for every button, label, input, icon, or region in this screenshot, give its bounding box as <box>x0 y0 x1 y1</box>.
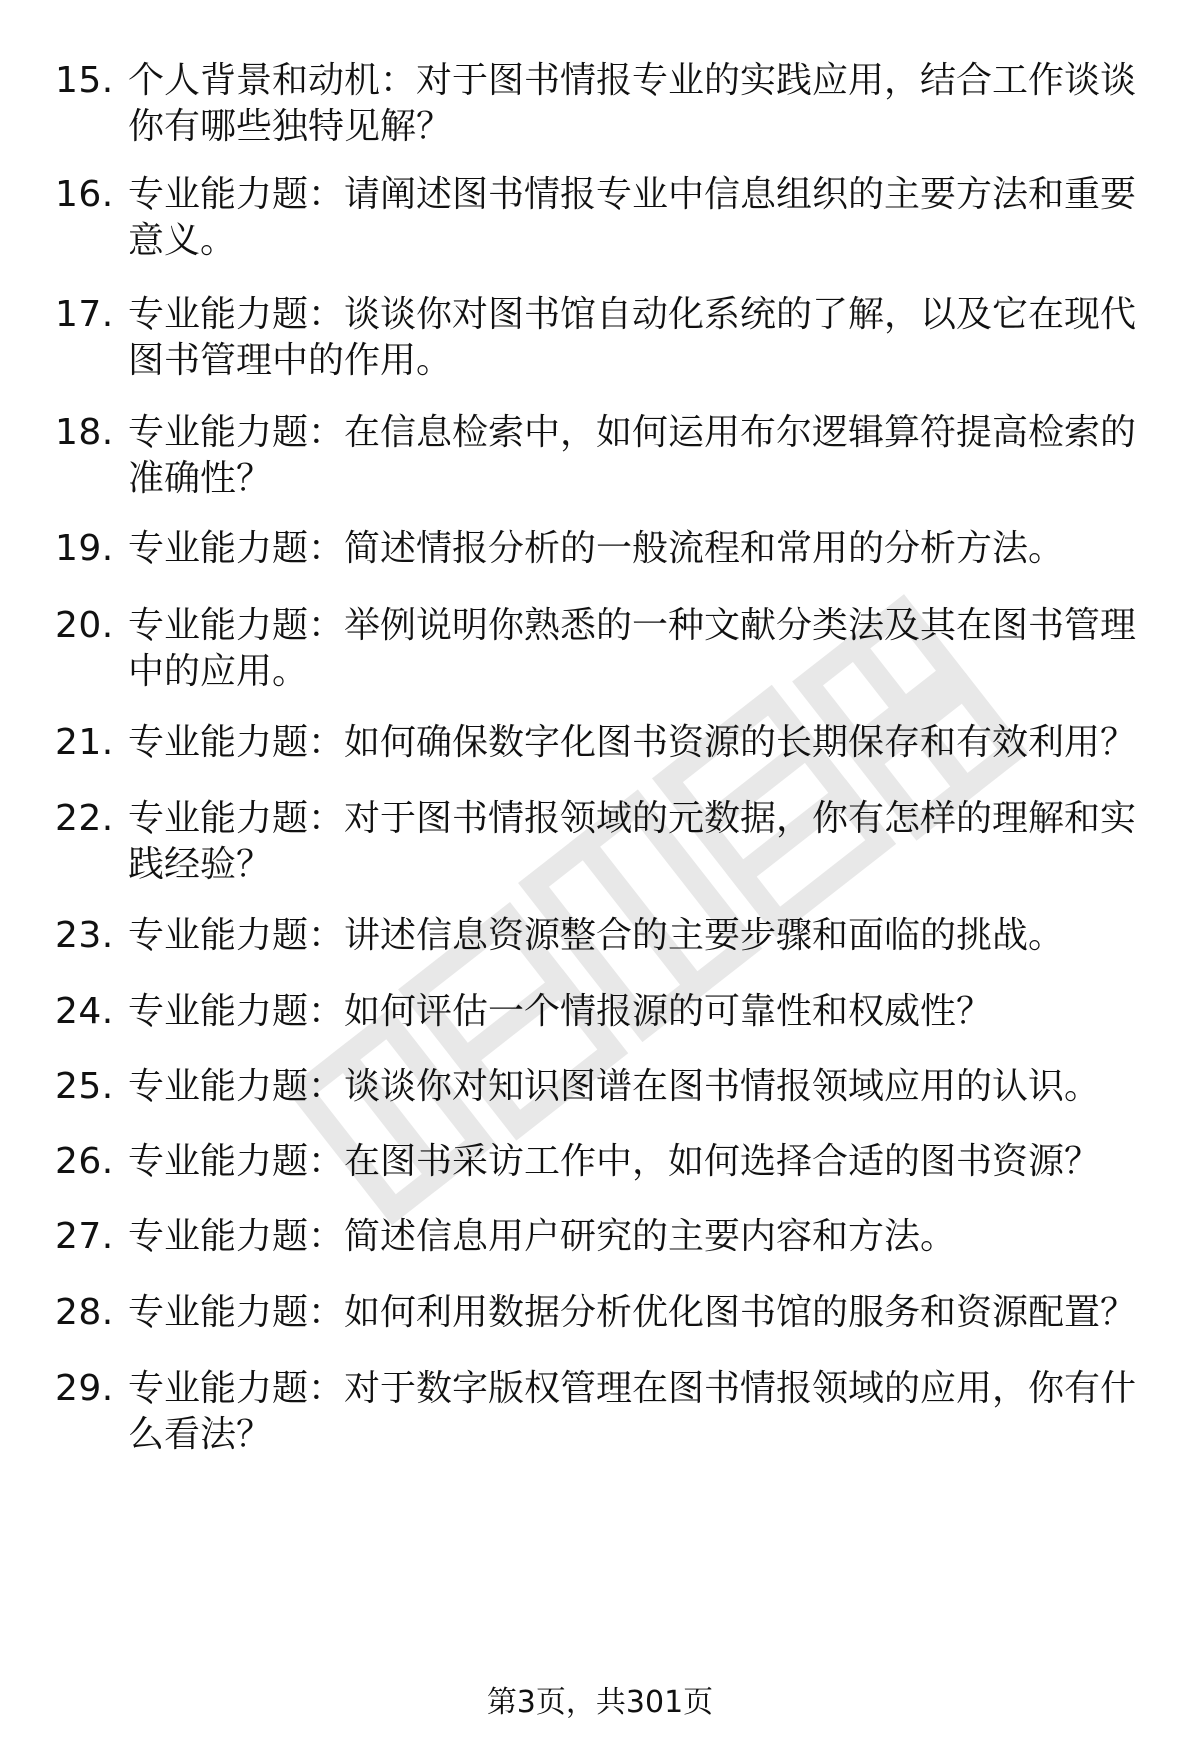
question-number: 18. <box>55 412 114 453</box>
question-number: 15. <box>55 60 114 101</box>
question-number: 27. <box>55 1216 114 1257</box>
question-text: 专业能力题：谈谈你对图书馆自动化系统的了解，以及它在现代图书管理中的作用。 <box>128 294 1137 381</box>
question-number: 22. <box>55 798 114 839</box>
question-number: 25. <box>55 1066 114 1107</box>
question-text: 专业能力题：在信息检索中，如何运用布尔逻辑算符提高检索的准确性？ <box>128 412 1137 499</box>
question-text: 个人背景和动机：对于图书情报专业的实践应用，结合工作谈谈你有哪些独特见解？ <box>128 60 1137 147</box>
question-text: 专业能力题：请阐述图书情报专业中信息组织的主要方法和重要意义。 <box>128 174 1137 261</box>
question-text: 专业能力题：如何确保数字化图书资源的长期保存和有效利用？ <box>128 722 1137 763</box>
question-number: 17. <box>55 294 114 335</box>
question-text: 专业能力题：举例说明你熟悉的一种文献分类法及其在图书管理中的应用。 <box>128 605 1137 692</box>
question-number: 29. <box>55 1368 114 1409</box>
question-text: 专业能力题：在图书采访工作中，如何选择合适的图书资源？ <box>128 1141 1101 1182</box>
question-number: 19. <box>55 528 114 569</box>
question-number: 23. <box>55 915 114 956</box>
question-text: 专业能力题：简述信息用户研究的主要内容和方法。 <box>128 1216 957 1257</box>
page-footer: 第3页，共301页 <box>486 1685 714 1720</box>
question-text: 专业能力题：如何利用数据分析优化图书馆的服务和资源配置？ <box>128 1292 1137 1333</box>
question-text: 专业能力题：对于数字版权管理在图书情报领域的应用，你有什么看法？ <box>128 1368 1137 1455</box>
question-text: 专业能力题：简述情报分析的一般流程和常用的分析方法。 <box>128 528 1065 569</box>
question-text: 专业能力题：讲述信息资源整合的主要步骤和面临的挑战。 <box>128 915 1065 956</box>
question-number: 28. <box>55 1292 114 1333</box>
question-number: 26. <box>55 1141 114 1182</box>
question-text: 专业能力题：谈谈你对知识图谱在图书情报领域应用的认识。 <box>128 1066 1101 1107</box>
question-number: 24. <box>55 991 114 1032</box>
question-number: 16. <box>55 174 114 215</box>
question-number: 20. <box>55 605 114 646</box>
question-text: 专业能力题：对于图书情报领域的元数据，你有怎样的理解和实践经验？ <box>128 798 1137 885</box>
question-number: 21. <box>55 722 114 763</box>
question-text: 专业能力题：如何评估一个情报源的可靠性和权威性？ <box>128 991 993 1032</box>
